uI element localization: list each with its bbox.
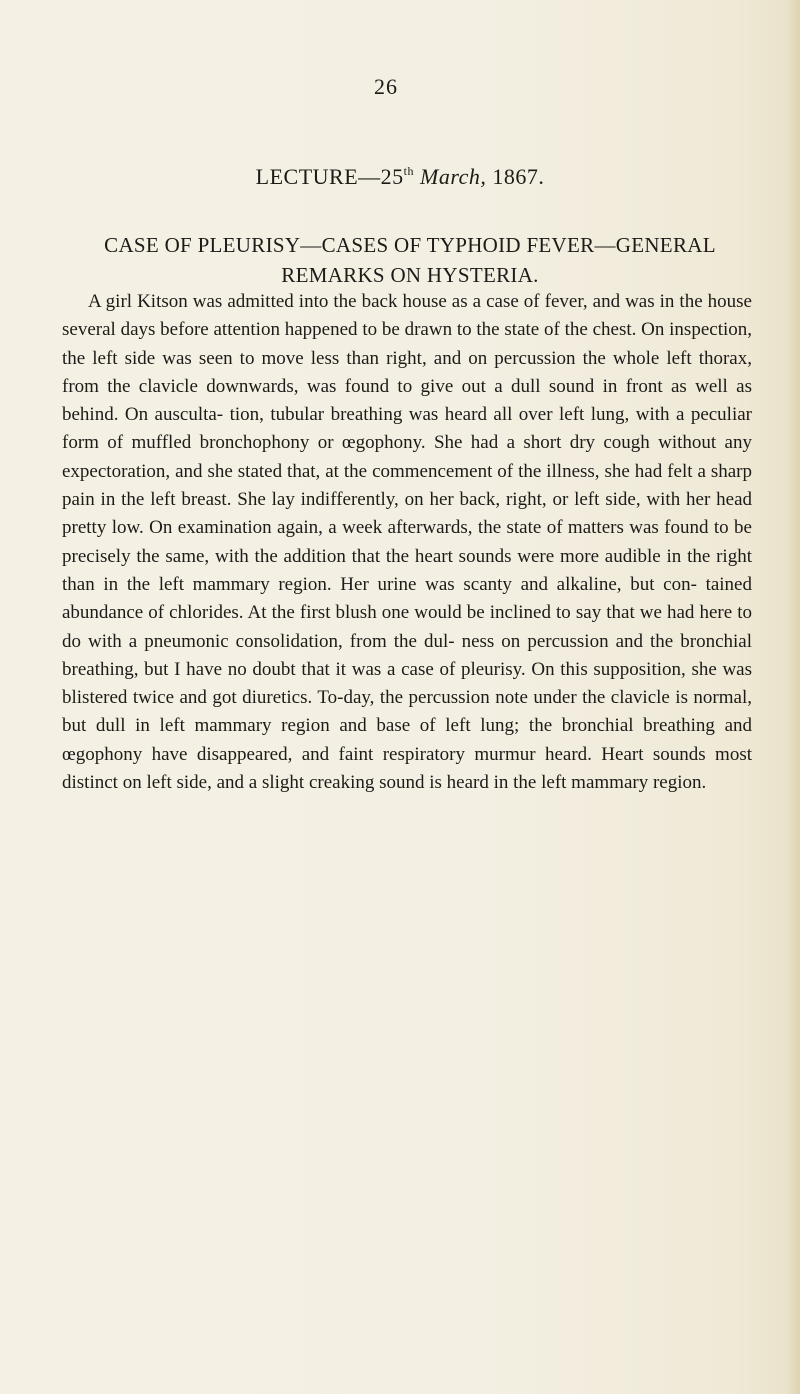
lecture-title-year: 1867.	[492, 164, 545, 189]
lecture-title-month: March,	[420, 164, 487, 189]
page-edge-shadow	[786, 0, 800, 1394]
page-number: 26	[374, 74, 398, 99]
body-paragraph: A girl Kitson was admitted into the back house as a case of fever, and was in the house several days before attention happened to be drawn to the state of the chest. On inspection, the left side was seen to move less than right, and on percussion the whole left thorax, from the clavicle downwards, was found to give out a dull sound in front as well as behind. On ausculta- tion, tubular breathing was heard all over left lung, with a peculiar form of muffled bronchophony or œgophony. She had a short dry cough without any expectoration, and she stated that, at the commencement of the illness, she had felt a sharp pain in the left breast. She lay indifferently, on her back, right, or left side, with her head pretty low. On examination again, a week afterwards, the state of matters was found to be precisely the same, with the addition that the heart sounds were more audible in the right than in the left mammary region. Her urine was scanty and alkaline, but con- tained abundance of chlorides. At the first blush one would be inclined to say that we had here to do with a pneumonic consolidation, from the dul- ness on percussion and the bronchial breathing, but I have no doubt that it was a case of pleurisy. On this supposition, she was blistered twice and got diuretics. To-day, the percussion note under the clavicle is normal, but dull in left mammary region and base of left lung; the bronchial breathing and œgophony have disappeared, and faint respiratory murmur heard. Heart sounds most distinct on left side, and a slight creaking sound is heard in the left mammary region.	[62, 291, 752, 794]
lecture-subtitle: CASE OF PLEURISY—CASES OF TYPHOID FEVER—GENERAL REMARKS ON HYSTERIA.	[104, 233, 716, 287]
lecture-title-ordinal: th	[403, 164, 414, 178]
lecture-title	[0, 164, 800, 190]
lecture-title-prefix: LECTURE—25	[255, 164, 404, 189]
